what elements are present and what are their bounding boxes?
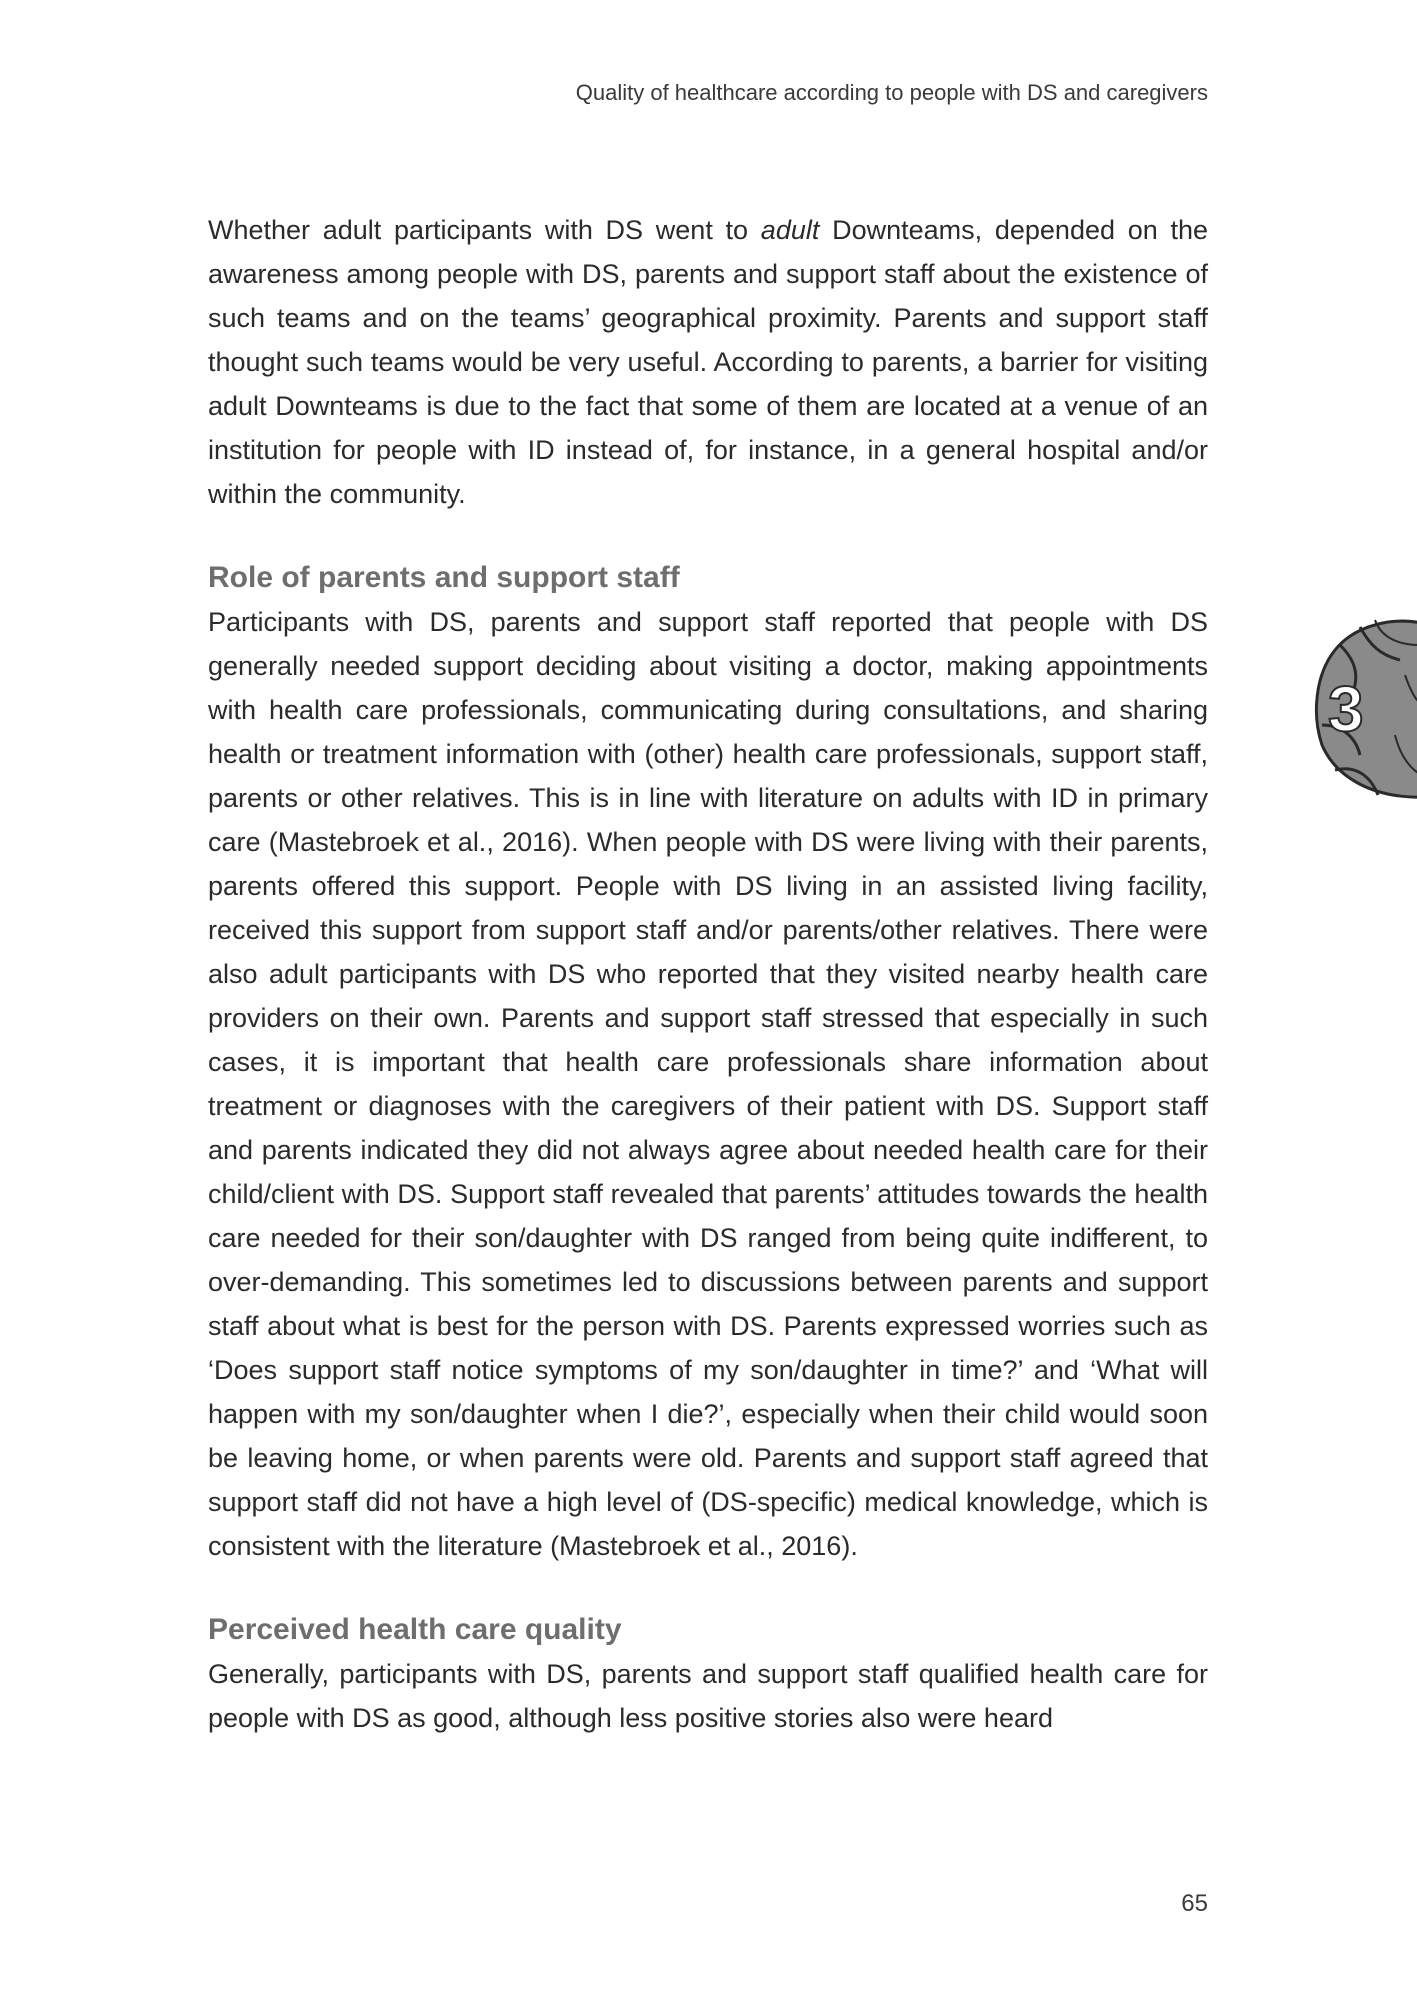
intro-text-end: Downteams, depended on the awareness among people with DS, parents and support staff about the existence of such teams and on the teams’ geographical proximity. Parents and support staff thought such teams would be very useful. According to parents, a barrier for visiting adult Downteams is due to the fact that some of them are located at a venue of an institution for people with ID instead of, for instance, in a general hospital and/or within the community. (208, 215, 1208, 509)
section-heading-quality: Perceived health care quality (208, 1613, 622, 1646)
body-text (208, 208, 1208, 1740)
intro-italic-word: adult (760, 215, 820, 245)
intro-paragraph (208, 208, 1208, 516)
section-paragraph-role: Participants with DS, parents and support staff reported that people with DS generally needed support deciding about visiting a doctor, making appointments with health care professionals, communicating during consultations, and sharing health or treatment information with (other) health care professionals, support staff, parents or other relatives. This is in line with literature on adults with ID in primary care (Mastebroek et al., 2016). When people with DS were living with their parents, parents offered this support. People with DS living in an assisted living facility, received this support from support staff and/or parents/other relatives. There were also adult participants with DS who reported that they visited nearby health care providers on their own. Parents and support staff stressed that especially in such cases, it is important that health care professionals share information about treatment or diagnoses with the caregivers of their patient with DS. Support staff and parents indicated they did not always agree about needed health care for their child/client with DS. Support staff revealed that parents’ attitudes towards the health care needed for their son/daughter with DS ranged from being quite indifferent, to over-demanding. This sometimes led to discussions between parents and support staff about what is best for the person with DS. Parents expressed worries such as ‘Does support staff notice symptoms of my son/daughter in time?’ and ‘What will happen with my son/daughter when I die?’, especially when their child would soon be leaving home, or when parents were old. Parents and support staff agreed that support staff did not have a high level of (DS-specific) medical knowledge, which is consistent with the literature (Mastebroek et al., 2016). (208, 607, 1208, 1561)
section-paragraph-quality: Generally, participants with DS, parents and support staff qualified health care for people with DS as good, although less positive stories also were heard (208, 1659, 1208, 1733)
page-number: 65 (1181, 1890, 1208, 1917)
chapter-number: 3 (1328, 673, 1364, 745)
running-header: Quality of healthcare according to people with DS and caregivers (575, 80, 1208, 105)
section-heading-role: Role of parents and support staff (208, 561, 680, 594)
intro-text-start: Whether adult participants with DS went to (208, 215, 761, 245)
